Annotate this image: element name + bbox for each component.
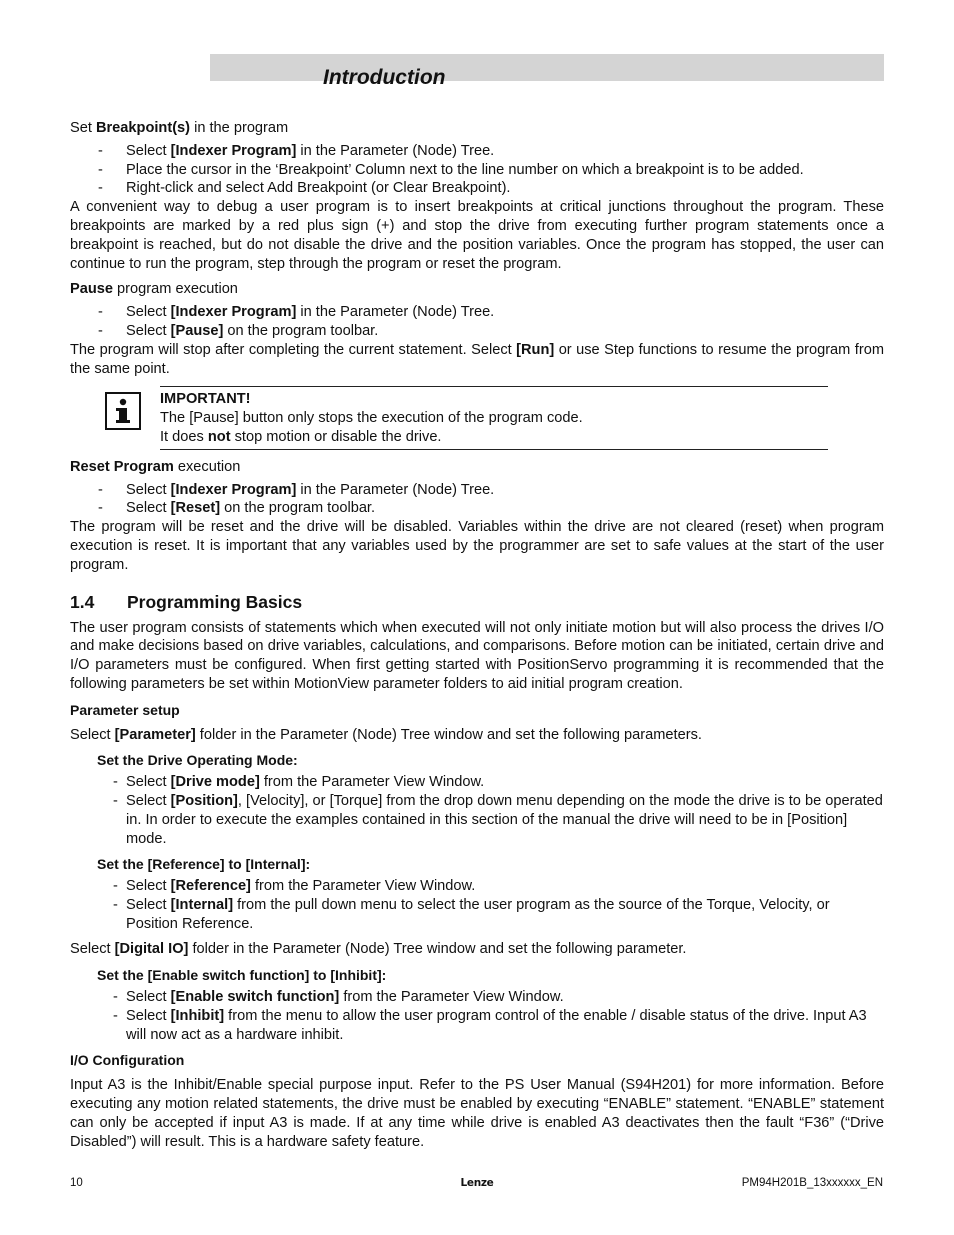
- enable-heading: Set the [Enable switch function] to [Inhibit]:: [97, 967, 387, 984]
- brand-logo: Lenze: [460, 1177, 494, 1189]
- digital-io-select-text: Select [Digital IO] folder in the Parameter (Node) Tree window and set the following parameter.: [70, 941, 687, 958]
- reset-steps: [70, 481, 884, 519]
- parameter-setup-heading: Parameter setup: [70, 701, 180, 718]
- list-item: - Select [Enable switch function] from the Parameter View Window.: [70, 988, 884, 1007]
- reset-lead: Reset Program execution: [70, 458, 241, 475]
- list-item: - Right-click and select Add Breakpoint (or Clear Breakpoint).: [70, 179, 884, 198]
- list-item: - Select [Pause] on the program toolbar.: [70, 322, 884, 341]
- breakpoints-lead: Set Breakpoint(s) in the program: [70, 120, 289, 136]
- list-item: - Place the cursor in the ‘Breakpoint’ Column next to the line number on which a breakpoint is to be added.: [70, 161, 884, 180]
- header-bar: [210, 54, 884, 81]
- important-line-1: The [Pause] button only stops the execution of the program code.: [160, 410, 583, 427]
- reset-paragraph: The program will be reset and the drive will be disabled. Variables within the drive are not cleared (reset) when program execution is reset. It is important that any variables used by the programmer are set to safe values at the start of the user program.: [70, 519, 884, 573]
- reference-steps: [70, 877, 884, 933]
- important-note: [160, 386, 828, 449]
- list-item: - Select [Position], [Velocity], or [Torque] from the drop down menu depending on the mode the drive is to be operated in. In order to execute the examples contained in this section of the manual the drive will need to be in [Position] mode.: [70, 792, 884, 848]
- section-heading: [70, 591, 884, 613]
- section-intro: The user program consists of statements which when executed will not only initiate motion but will also process the drives I/O and make decisions based on drive variables, calculations, and comparisons. Before motion can be initiated, certain drive and I/O parameters must be configured. When first getting started with PositionServo programming it is recommended that the following parameters be set within MotionView parameter folders to aid initial program creation.: [70, 619, 884, 692]
- breakpoints-paragraph: A convenient way to debug a user program is to insert breakpoints at critical junctions throughout the program. These breakpoints are marked by a red plus sign (+) and stop the drive from executing further program statements once a breakpoint is reached, but do not disable the drive and the position variables. Once the program has stopped, the user can continue to run the program, step through the program or reset the program.: [70, 199, 884, 272]
- list-item: - Select [Reset] on the program toolbar.: [70, 499, 884, 518]
- op-mode-steps: [70, 773, 884, 848]
- op-mode-heading: Set the Drive Operating Mode:: [97, 752, 298, 769]
- enable-steps: [70, 988, 884, 1044]
- list-item: - Select [Drive mode] from the Parameter View Window.: [70, 773, 884, 792]
- list-item: - Select [Inhibit] from the menu to allow the user program control of the enable / disable status of the drive. Input A3 will now act as a hardware inhibit.: [70, 1007, 884, 1045]
- section-number: 1.4: [70, 591, 95, 612]
- pause-lead: Pause program execution: [70, 281, 238, 298]
- page-content: [70, 119, 884, 1151]
- document-id: PM94H201B_13xxxxxx_EN: [741, 1177, 883, 1189]
- breakpoints-steps: [70, 142, 884, 198]
- list-item: - Select [Indexer Program] in the Parameter (Node) Tree.: [70, 142, 884, 161]
- parameter-select-text: Select [Parameter] folder in the Parameter (Node) Tree window and set the following parameters.: [70, 726, 702, 743]
- io-config-paragraph: Input A3 is the Inhibit/Enable special purpose input. Refer to the PS User Manual (S94H201) for more information. Before executing any motion related statements, the drive must be enabled by executing “ENABLE” statement. “ENABLE” statement can only be accepted if input A3 is made. If at any time while drive is enabled A3 deactivates then the fault “F36” (“Drive Disabled”) will result. This is a hardware safety feature.: [70, 1077, 884, 1150]
- pause-paragraph: The program will stop after completing the current statement. Select [Run] or use Step functions to resume the program from the same point.: [70, 341, 884, 377]
- list-item: - Select [Indexer Program] in the Parameter (Node) Tree.: [70, 303, 884, 322]
- list-item: - Select [Reference] from the Parameter View Window.: [70, 877, 884, 896]
- info-icon: [105, 392, 141, 430]
- important-line-2: It does not stop motion or disable the drive.: [160, 428, 442, 445]
- page-number: 10: [70, 1177, 83, 1189]
- reference-heading: Set the [Reference] to [Internal]:: [97, 856, 311, 873]
- list-item: - Select [Indexer Program] in the Parameter (Node) Tree.: [70, 481, 884, 500]
- io-config-heading: I/O Configuration: [70, 1052, 185, 1069]
- pause-steps: [70, 303, 884, 341]
- important-title: IMPORTANT!: [160, 391, 251, 408]
- list-item: - Select [Internal] from the pull down menu to select the user program as the source of the Torque, Velocity, or Position Reference.: [70, 896, 884, 934]
- section-title: Programming Basics: [127, 591, 303, 612]
- page-title: Introduction: [323, 66, 446, 89]
